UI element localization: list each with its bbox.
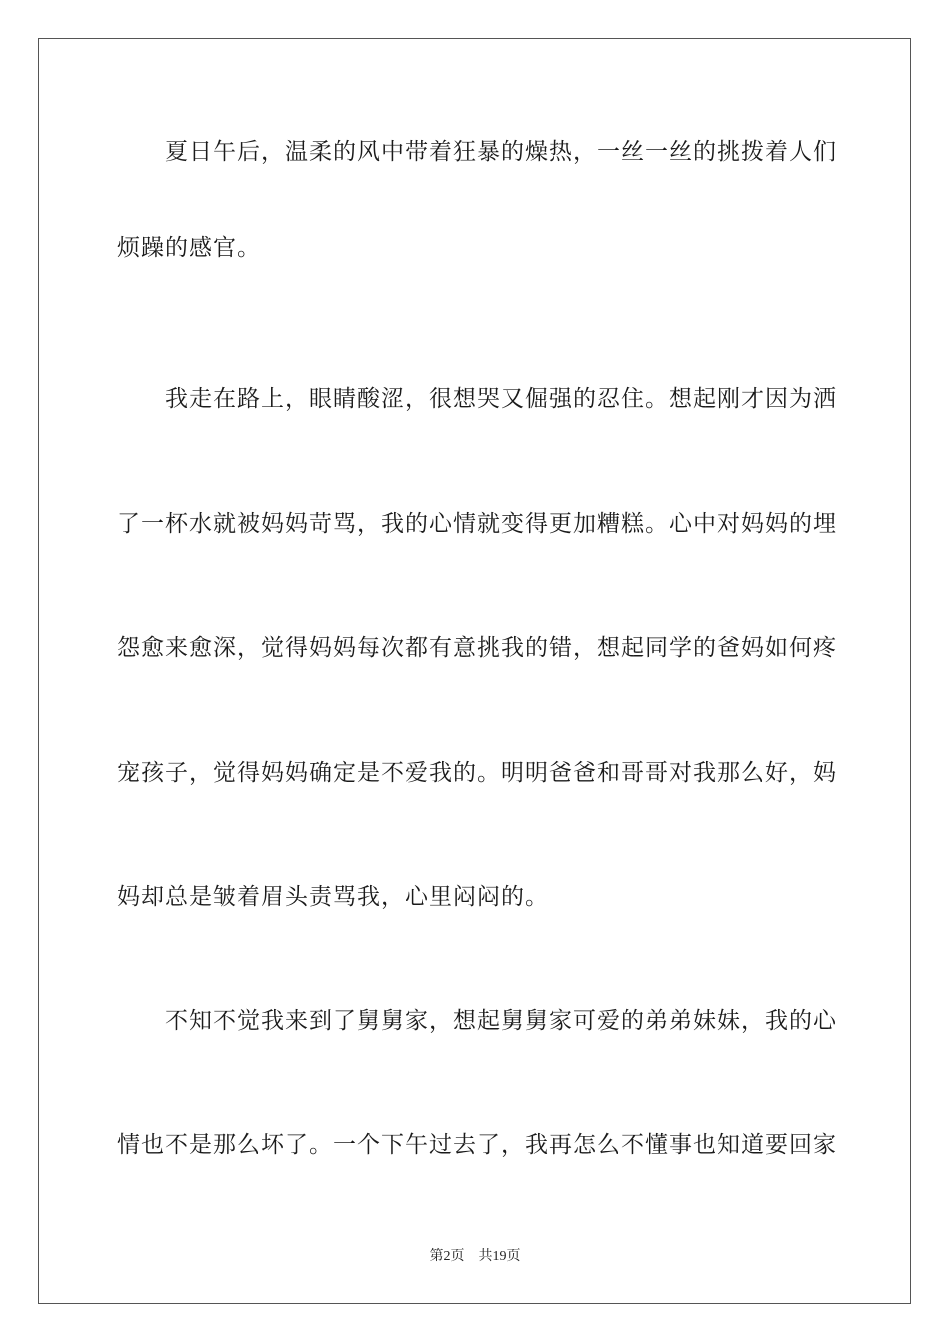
- paragraph-1-line-1: 夏日午后，温柔的风中带着狂暴的燥热，一丝一丝的挑拨着人们: [165, 139, 837, 165]
- paragraph-3-line-2: 情也不是那么坏了。一个下午过去了，我再怎么不懂事也知道要回家: [117, 1132, 837, 1158]
- page-footer: [0, 1247, 950, 1267]
- paragraph-3-line-1: 不知不觉我来到了舅舅家，想起舅舅家可爱的弟弟妹妹，我的心: [165, 1008, 837, 1034]
- paragraph-2-line-2: 了一杯水就被妈妈苛骂，我的心情就变得更加糟糕。心中对妈妈的埋: [117, 511, 837, 537]
- paragraph-2-line-5: 妈却总是皱着眉头责骂我，心里闷闷的。: [117, 884, 549, 910]
- paragraph-1-line-2: 烦躁的感官。: [117, 235, 261, 261]
- paragraph-2-line-1: 我走在路上，眼睛酸涩，很想哭又倔强的忍住。想起刚才因为洒: [165, 386, 837, 412]
- paragraph-2-line-4: 宠孩子，觉得妈妈确定是不爱我的。明明爸爸和哥哥对我那么好，妈: [117, 760, 837, 786]
- paragraph-2-line-3: 怨愈来愈深，觉得妈妈每次都有意挑我的错，想起同学的爸妈如何疼: [117, 635, 837, 661]
- page-border: [38, 38, 911, 1304]
- page-number: 第2页: [429, 1249, 465, 1264]
- page-total: 共19页: [478, 1249, 521, 1264]
